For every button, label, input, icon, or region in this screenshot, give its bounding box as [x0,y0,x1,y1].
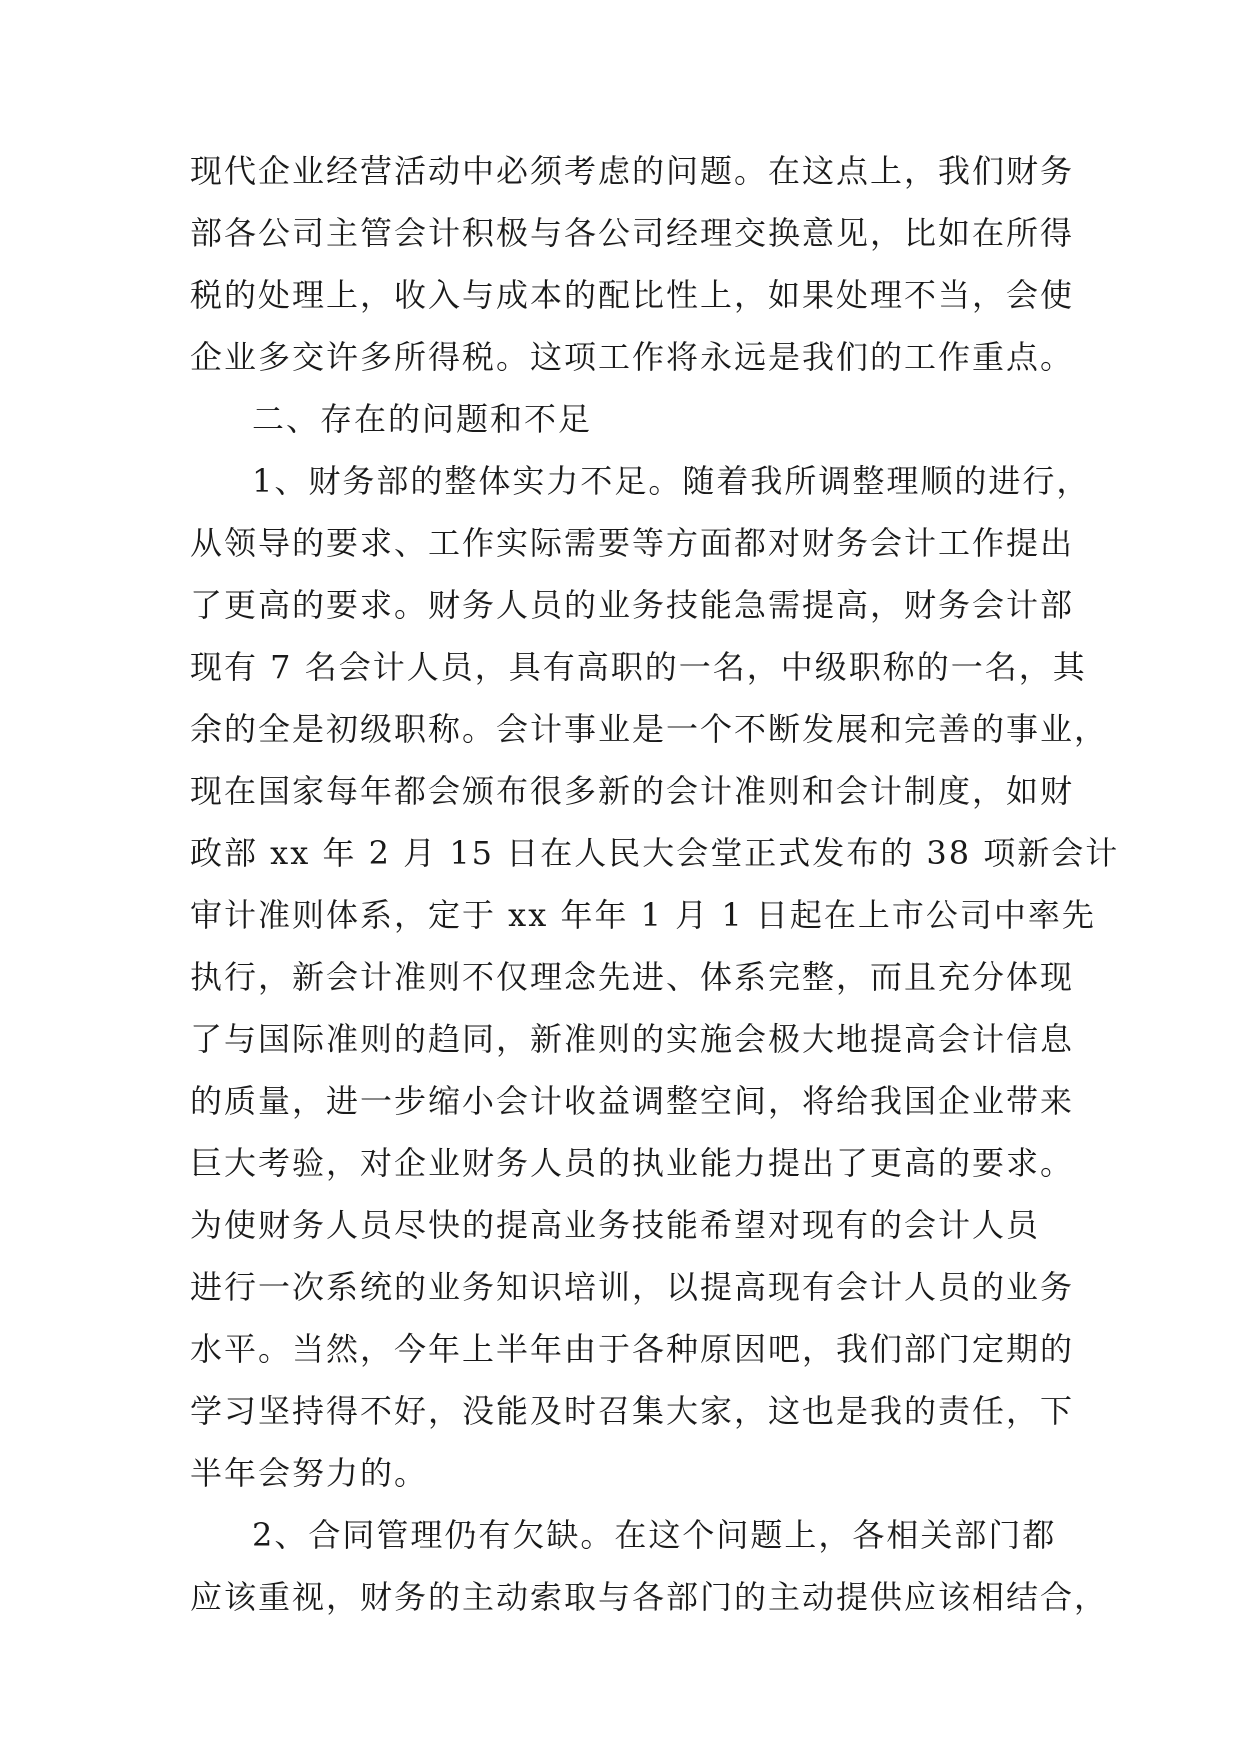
paragraph-line: 余的全是初级职称。会计事业是一个不断发展和完善的事业， [190,710,1109,748]
paragraph-line: 现代企业经营活动中必须考虑的问题。在这点上，我们财务 [190,152,1075,190]
paragraph-line: 现有 7 名会计人员，具有高职的一名，中级职称的一名，其 [190,648,1087,686]
paragraph-line: 了更高的要求。财务人员的业务技能急需提高，财务会计部 [190,586,1075,624]
paragraph-line: 水平。当然，今年上半年由于各种原因吧，我们部门定期的 [190,1330,1075,1368]
paragraph-line: 企业多交许多所得税。这项工作将永远是我们的工作重点。 [190,338,1075,376]
paragraph-line: 的质量，进一步缩小会计收益调整空间，将给我国企业带来 [190,1082,1075,1120]
paragraph-line: 从领导的要求、工作实际需要等方面都对财务会计工作提出 [190,524,1075,562]
paragraph-line: 巨大考验，对企业财务人员的执业能力提出了更高的要求。 [190,1144,1075,1182]
paragraph-line: 执行，新会计准则不仅理念先进、体系完整，而且充分体现 [190,958,1075,996]
paragraph-line: 部各公司主管会计积极与各公司经理交换意见，比如在所得 [190,214,1075,252]
paragraph-line: 进行一次系统的业务知识培训，以提高现有会计人员的业务 [190,1268,1075,1306]
paragraph-line: 学习坚持得不好，没能及时召集大家，这也是我的责任，下 [190,1392,1075,1430]
paragraph-line: 1、财务部的整体实力不足。随着我所调整理顺的进行， [252,462,1091,500]
section-heading: 二、存在的问题和不足 [252,400,593,438]
paragraph-line: 了与国际准则的趋同，新准则的实施会极大地提高会计信息 [190,1020,1075,1058]
paragraph-line: 现在国家每年都会颁布很多新的会计准则和会计制度，如财 [190,772,1075,810]
paragraph-line: 半年会努力的。 [190,1454,429,1492]
paragraph-line: 税的处理上，收入与成本的配比性上，如果处理不当，会使 [190,276,1075,314]
paragraph-line: 为使财务人员尽快的提高业务技能希望对现有的会计人员 [190,1206,1041,1244]
paragraph-line: 审计准则体系，定于 xx 年年 1 月 1 日起在上市公司中率先 [190,896,1096,934]
paragraph-line: 2、合同管理仍有欠缺。在这个问题上，各相关部门都 [252,1516,1057,1554]
paragraph-line: 政部 xx 年 2 月 15 日在人民大会堂正式发布的 38 项新会计 [190,834,1120,872]
paragraph-line: 应该重视，财务的主动索取与各部门的主动提供应该相结合， [190,1578,1109,1616]
